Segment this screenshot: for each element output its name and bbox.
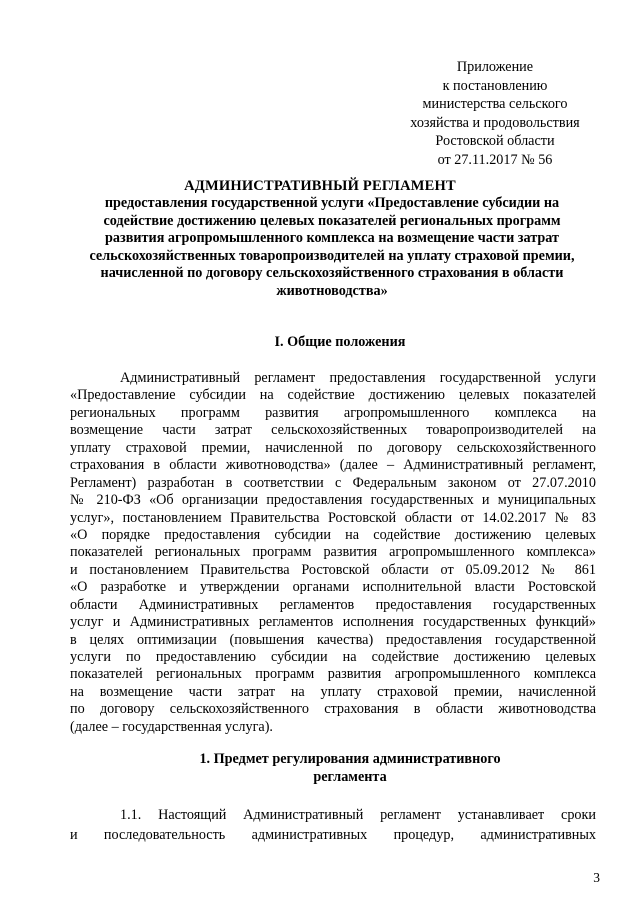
annex-line: хозяйства и продовольствия — [410, 114, 580, 131]
paragraph-line: услуги по предоставлению субсидии на содействие достижению целевых — [70, 649, 596, 665]
paragraph-line: уплату страховой премии, начисленной по договору сельскохозяйственного — [70, 439, 596, 456]
subtitle-line: содействие достижению целевых показателей региональных программ — [103, 212, 561, 229]
intro-paragraph — [70, 370, 596, 736]
clause-paragraph — [70, 805, 596, 845]
paragraph-line: услуг и Административных регламентов исполнения государственных функций» — [70, 614, 596, 631]
paragraph-line: и постановлением Правительства Ростовской области от 05.09.2012 № 861 — [70, 561, 596, 578]
subtitle-line: сельскохозяйственных товаропроизводителей на уплату страховой премии, — [89, 247, 575, 264]
paragraph-line: по договору сельскохозяйственного страхования в области животноводства — [70, 701, 596, 718]
paragraph-line: показателей региональных программ развития агропромышленного комплекса — [70, 666, 596, 683]
paragraph-line: «О разработке и утверждении органами исполнительной власти Ростовской — [70, 579, 596, 596]
annex-line: Ростовской области — [435, 133, 555, 150]
paragraph-line: 1.1. Настоящий Административный регламент устанавливает сроки — [120, 807, 596, 823]
subsection-heading — [0, 750, 640, 786]
paragraph-line: Административный регламент предоставления государственной услуги — [120, 370, 596, 386]
subtitle-line: животноводства» — [276, 282, 388, 299]
subtitle-line: предоставления государственной услуги «Предоставление субсидии на — [104, 195, 560, 211]
subtitle-line: развития агропромышленного комплекса на возмещение части затрат — [105, 230, 559, 246]
paragraph-line: услуг», постановлением Правительства Ростовской области от 14.02.2017 № 83 — [70, 509, 596, 526]
paragraph-line: (далее – государственная услуга). — [70, 718, 273, 735]
paragraph-line: страхования в области животноводства» (далее – Административный регламент, — [70, 457, 596, 474]
subsection-heading-line: регламента — [313, 769, 387, 785]
document-title: АДМИНИСТРАТИВНЫЙ РЕГЛАМЕНТ — [184, 178, 456, 194]
annex-line: к постановлению — [442, 77, 548, 94]
paragraph-line: возмещение части затрат сельскохозяйственных товаропроизводителей на — [70, 422, 596, 439]
annex-line: от 27.11.2017 № 56 — [437, 151, 553, 168]
annex-line: министерства сельского — [422, 96, 568, 113]
section-heading: I. Общие положения — [274, 334, 406, 350]
subsection-heading-line: 1. Предмет регулирования административного — [199, 751, 501, 767]
annex-block — [390, 58, 600, 170]
paragraph-line: области Административных регламентов предоставления государственных — [70, 596, 596, 613]
paragraph-line: на возмещение части затрат на уплату страховой премии, начисленной — [70, 683, 596, 700]
paragraph-line: в целях оптимизации (повышения качества) предоставления государственной — [70, 631, 596, 648]
page-number: 3 — [593, 870, 600, 885]
paragraph-line: № 210-ФЗ «Об организации предоставления государственных и муниципальных — [70, 492, 596, 509]
paragraph-line: и последовательность административных процедур, административных — [70, 827, 596, 843]
paragraph-line: «Предоставление субсидии на содействие достижению целевых показателей — [70, 387, 596, 404]
paragraph-line: Регламент) разработан в соответствии с Федеральным законом от 27.07.2010 — [70, 474, 596, 491]
paragraph-line: показателей региональных программ развития агропромышленного комплекса» — [70, 544, 596, 561]
paragraph-line: «О порядке предоставления субсидии на содействие достижению целевых — [70, 526, 596, 543]
subtitle-line: начисленной по договору сельскохозяйственного страхования в области — [100, 265, 564, 281]
document-subtitle — [66, 195, 598, 300]
annex-line: Приложение — [456, 59, 534, 75]
paragraph-line: региональных программ развития агропромышленного комплекса на — [70, 404, 596, 421]
